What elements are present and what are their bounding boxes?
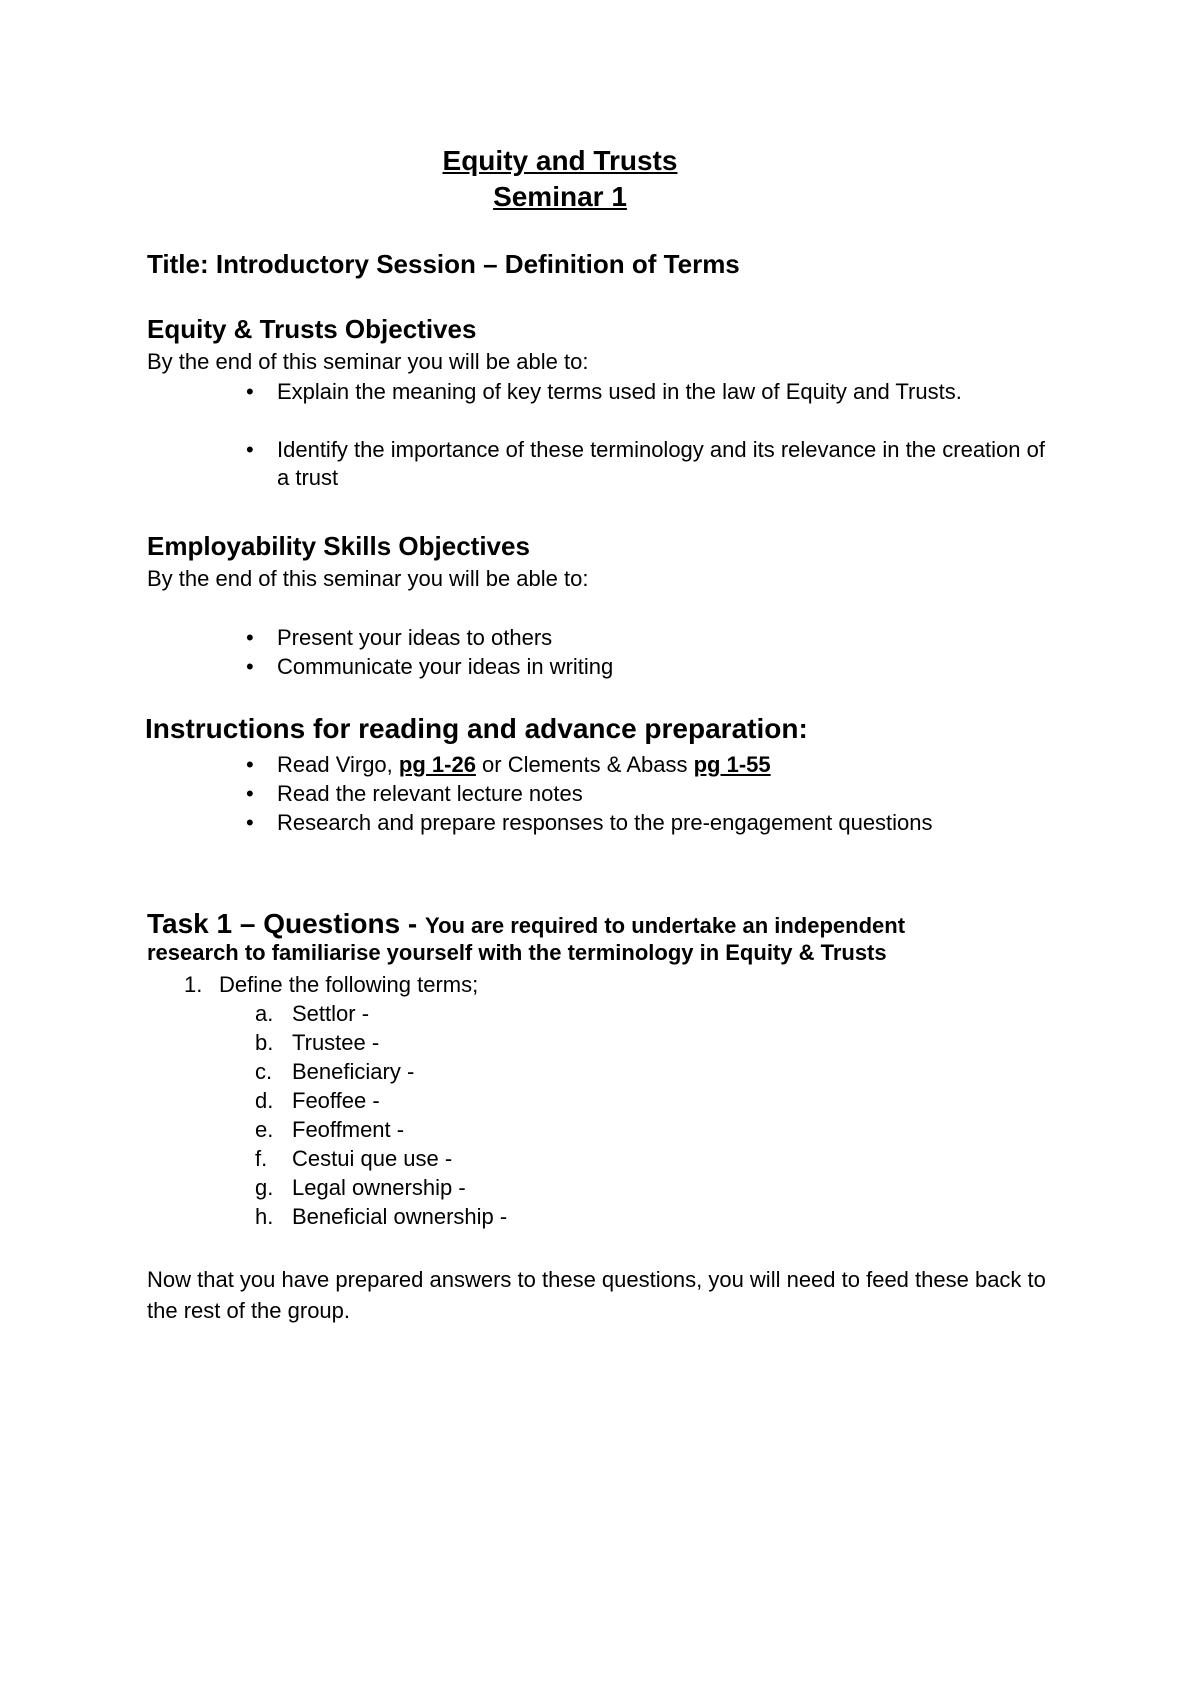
term-letter: h. bbox=[255, 1204, 274, 1229]
virgo-page-reference: pg 1-26 bbox=[398, 752, 476, 777]
term-item: Trustee - bbox=[292, 1030, 380, 1055]
bullet-glyph: • bbox=[246, 810, 254, 835]
clements-page-reference: pg 1-55 bbox=[693, 752, 771, 777]
instruction-item: Research and prepare responses to the pre-engagement questions bbox=[277, 810, 933, 835]
task-description-continued: research to familiarise yourself with the terminology in Equity & Trusts bbox=[147, 940, 887, 965]
term-item: Feoffment - bbox=[292, 1117, 405, 1142]
question-text: Define the following terms; bbox=[219, 972, 479, 997]
equity-objective-item: Identify the importance of these terminology and its relevance in the creation of a trust bbox=[277, 437, 1045, 490]
session-title: Title: Introductory Session – Definition of Terms bbox=[147, 249, 740, 279]
employability-objectives-intro: By the end of this seminar you will be able to: bbox=[147, 566, 589, 591]
instruction-text: or Clements & Abass bbox=[475, 752, 694, 777]
term-item: Beneficial ownership - bbox=[292, 1204, 508, 1229]
instruction-item-reading bbox=[277, 751, 1057, 779]
employability-objectives-heading: Employability Skills Objectives bbox=[147, 531, 530, 561]
equity-objectives-intro: By the end of this seminar you will be able to: bbox=[147, 349, 589, 374]
bullet-glyph: • bbox=[246, 781, 254, 806]
term-letter: a. bbox=[255, 1001, 274, 1026]
term-item: Cestui que use - bbox=[292, 1146, 453, 1171]
term-item: Beneficiary - bbox=[292, 1059, 415, 1084]
instruction-item: Read the relevant lecture notes bbox=[277, 781, 583, 806]
bullet-glyph: • bbox=[246, 752, 254, 777]
bullet-glyph: • bbox=[246, 625, 254, 650]
equity-objective-item: Explain the meaning of key terms used in the law of Equity and Trusts. bbox=[277, 379, 962, 404]
document-title: Equity and Trusts bbox=[442, 145, 678, 176]
term-item: Settlor - bbox=[292, 1001, 370, 1026]
task-label: Task 1 – Questions - bbox=[147, 908, 426, 939]
document-subtitle: Seminar 1 bbox=[493, 181, 627, 212]
term-letter: d. bbox=[255, 1088, 274, 1113]
bullet-glyph: • bbox=[246, 379, 254, 404]
bullet-glyph: • bbox=[246, 654, 254, 679]
closing-paragraph: Now that you have prepared answers to these questions, you will need to feed these back to the rest of the group. bbox=[147, 1267, 1046, 1323]
term-letter: e. bbox=[255, 1117, 274, 1142]
term-letter: f. bbox=[255, 1146, 268, 1171]
employability-objective-item: Communicate your ideas in writing bbox=[277, 654, 614, 679]
term-letter: b. bbox=[255, 1030, 274, 1055]
term-item: Legal ownership - bbox=[292, 1175, 466, 1200]
equity-objectives-heading: Equity & Trusts Objectives bbox=[147, 314, 477, 344]
employability-objective-item: Present your ideas to others bbox=[277, 625, 553, 650]
term-letter: g. bbox=[255, 1175, 274, 1200]
term-letter: c. bbox=[255, 1059, 273, 1084]
instruction-text: Read Virgo, bbox=[277, 752, 399, 777]
question-number: 1. bbox=[184, 972, 203, 997]
bullet-glyph: • bbox=[246, 437, 254, 462]
task-description: You are required to undertake an independent bbox=[425, 913, 906, 938]
instructions-heading: Instructions for reading and advance preparation: bbox=[145, 713, 808, 744]
term-item: Feoffee - bbox=[292, 1088, 380, 1113]
